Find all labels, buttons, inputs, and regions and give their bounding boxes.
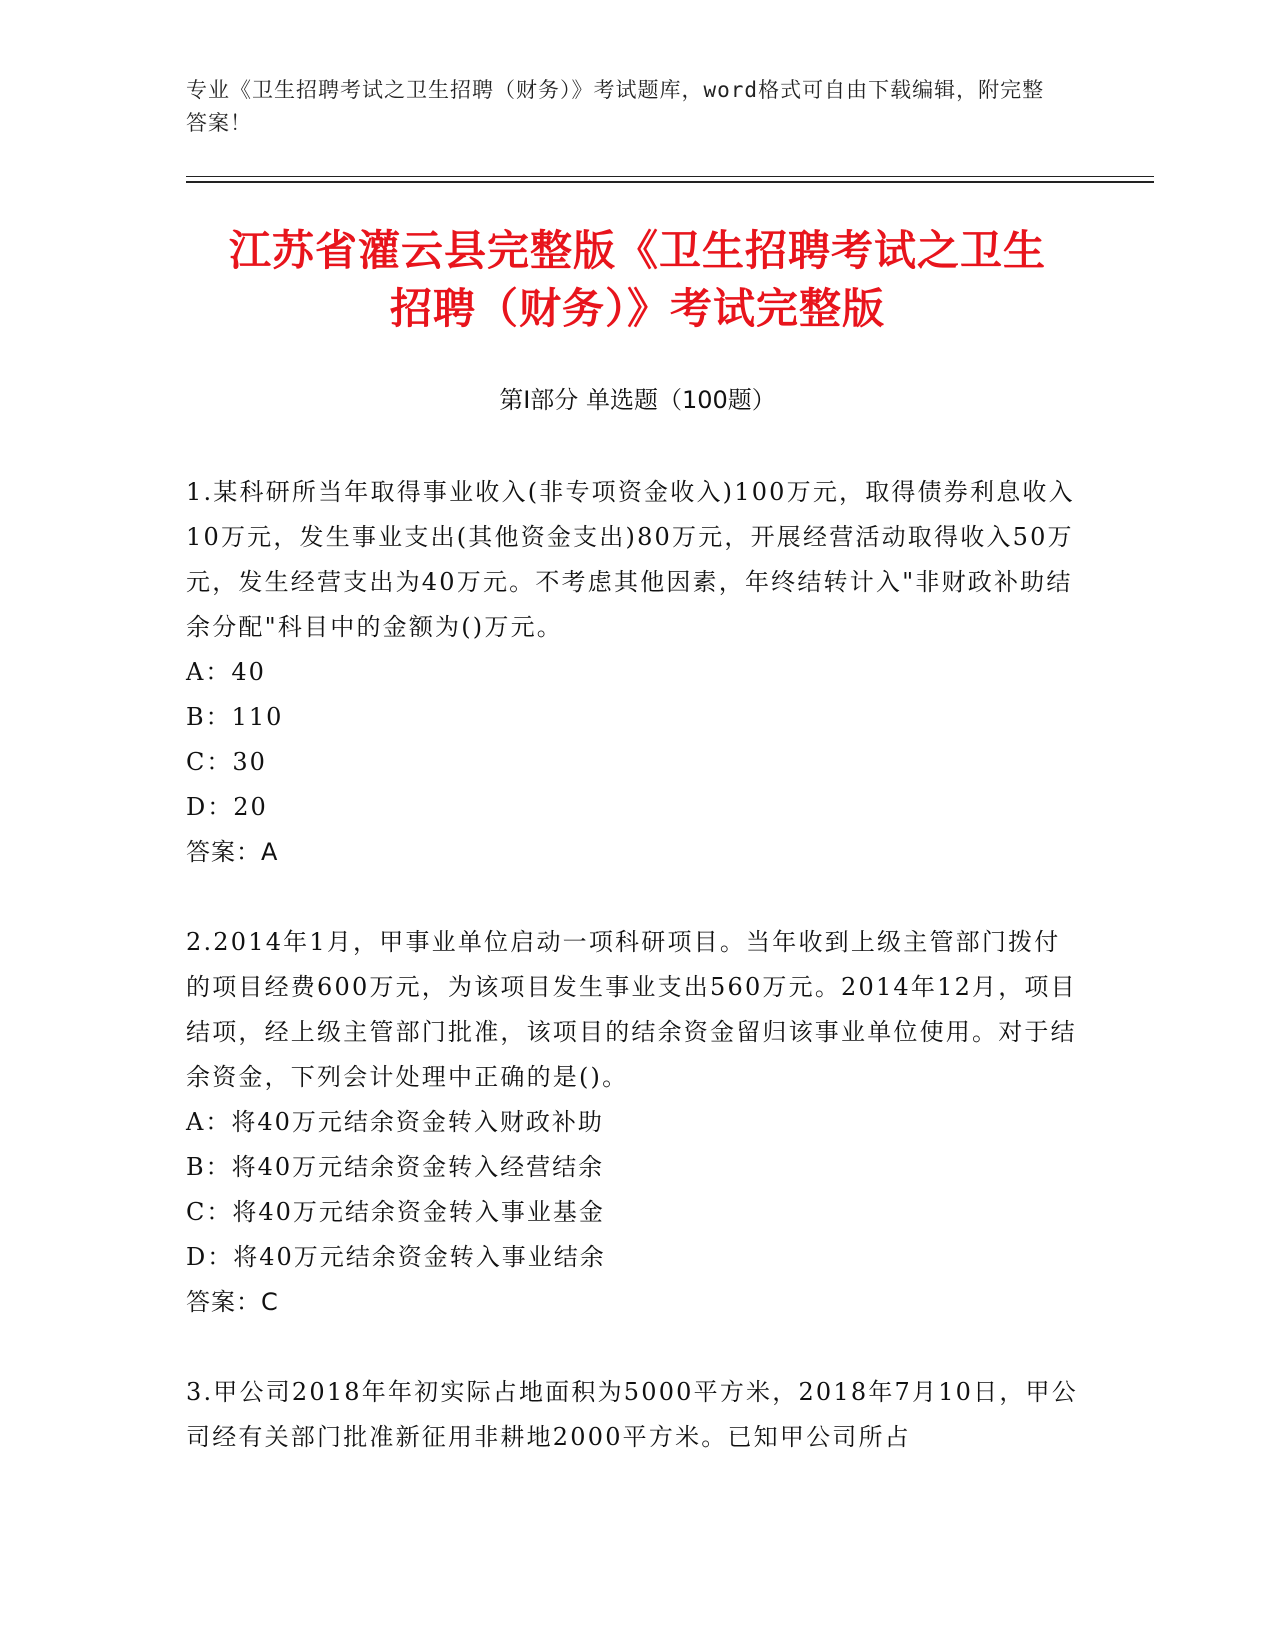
- question-stem: 1.某科研所当年取得事业收入(非专项资金收入)100万元，取得债券利息收入10万元，发生事业支出(其他资金支出)80万元，开展经营活动取得收入50万元，发生经营支出为40万元。不考虑其他因素，年终结转计入"非财政补助结余分配"科目中的金额为()万元。: [186, 478, 1075, 641]
- question-stem: 2.2014年1月，甲事业单位启动一项科研项目。当年收到上级主管部门拨付的项目经费600万元，为该项目发生事业支出560万元。2014年12月，项目结项，经上级主管部门批准，该项目的结余资金留归该事业单位使用。对于结余资金，下列会计处理中正确的是()。: [186, 928, 1077, 1091]
- document-title-line-2: 招聘（财务）》考试完整版: [389, 284, 885, 333]
- document-title-line-1: 江苏省灌云县完整版《卫生招聘考试之卫生: [228, 226, 1046, 275]
- option-a: A：40: [186, 658, 266, 686]
- option-c: C：30: [186, 748, 267, 776]
- option-d: D：将40万元结余资金转入事业结余: [186, 1243, 606, 1271]
- option-d: D：20: [186, 793, 268, 821]
- question-3: [186, 1370, 1086, 1460]
- option-b: B：110: [186, 703, 284, 731]
- header-divider-thin: [186, 176, 1154, 177]
- answer: 答案：A: [186, 838, 279, 866]
- header-note: 专业《卫生招聘考试之卫生招聘（财务）》考试题库，word格式可自由下载编辑，附完整答案！: [186, 78, 1045, 135]
- section-title: 第Ⅰ部分 单选题（100题）: [499, 386, 776, 414]
- answer: 答案：C: [186, 1288, 279, 1316]
- header-divider-thick: [186, 181, 1154, 183]
- option-c: C：将40万元结余资金转入事业基金: [186, 1198, 605, 1226]
- option-a: A：将40万元结余资金转入财政补助: [186, 1108, 604, 1136]
- document-title: [150, 222, 1125, 338]
- question-stem: 3.甲公司2018年年初实际占地面积为5000平方米，2018年7月10日，甲公司经有关部门批准新征用非耕地2000平方米。已知甲公司所占: [186, 1378, 1078, 1451]
- option-b: B：将40万元结余资金转入经营结余: [186, 1153, 605, 1181]
- question-2: [186, 920, 1086, 1325]
- question-1: [186, 470, 1086, 875]
